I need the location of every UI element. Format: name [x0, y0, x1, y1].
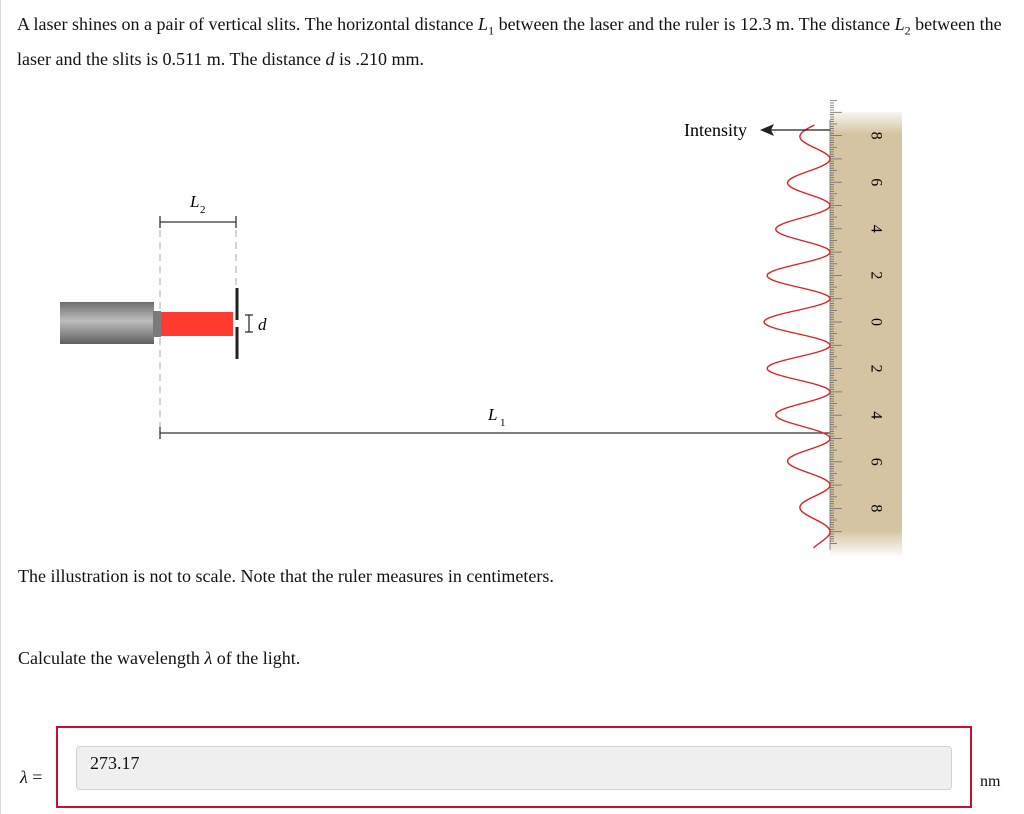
- laser-body: [60, 302, 154, 344]
- scale-note: The illustration is not to scale. Note that the ruler measures in centimeters.: [18, 566, 554, 586]
- d-label: d: [258, 315, 267, 334]
- ruler-fade-bottom: [828, 530, 904, 558]
- ruler-label: 6: [867, 457, 885, 466]
- L2-label-subscript: 2: [200, 204, 206, 216]
- L1-subscript: 1: [488, 23, 495, 38]
- laser-beam: [161, 312, 233, 336]
- d-symbol: d: [325, 48, 335, 69]
- question-prefix: Calculate the wavelength: [18, 648, 205, 668]
- answer-lambda-symbol: λ: [20, 767, 28, 787]
- problem-text-3: between the laser and the slits is 0.511 m. The distance: [17, 14, 1002, 69]
- intensity-label: Intensity: [684, 120, 747, 140]
- ruler-label: 2: [867, 364, 885, 373]
- problem-statement: [17, 10, 1002, 73]
- question-suffix: of the light.: [212, 648, 301, 668]
- L2-symbol: L: [894, 14, 905, 34]
- answer-label: [20, 767, 42, 788]
- ruler-label: 8: [867, 504, 885, 513]
- question-text: [18, 648, 300, 669]
- answer-equals: =: [27, 767, 43, 787]
- L1-label: L: [488, 405, 498, 424]
- problem-text-4: is .210 mm.: [334, 48, 424, 69]
- L2-subscript: 2: [904, 23, 911, 38]
- L1-label-subscript: 1: [500, 417, 506, 429]
- ruler-body: [830, 112, 902, 555]
- problem-text-2: between the laser and the ruler is 12.3 m. The distance: [494, 14, 895, 34]
- unit-label: nm: [980, 773, 1001, 790]
- ruler-label: 6: [867, 178, 885, 187]
- answer-box-incorrect: [56, 726, 972, 808]
- wavelength-input[interactable]: [76, 746, 952, 790]
- double-slit-diagram: [0, 100, 1024, 560]
- laser-nozzle: [153, 311, 161, 337]
- ruler-label: 4: [867, 411, 885, 420]
- ruler-label: 2: [867, 271, 885, 280]
- lambda-symbol: λ: [204, 648, 213, 668]
- ruler-label: 0: [867, 318, 885, 326]
- problem-text-1: A laser shines on a pair of vertical slits. The horizontal distance: [17, 14, 479, 34]
- L2-label: L: [190, 192, 200, 211]
- L1-symbol: L: [478, 14, 489, 34]
- intensity-curve: [764, 125, 830, 548]
- ruler-label: 4: [867, 224, 885, 233]
- ruler-label: 8: [867, 131, 885, 140]
